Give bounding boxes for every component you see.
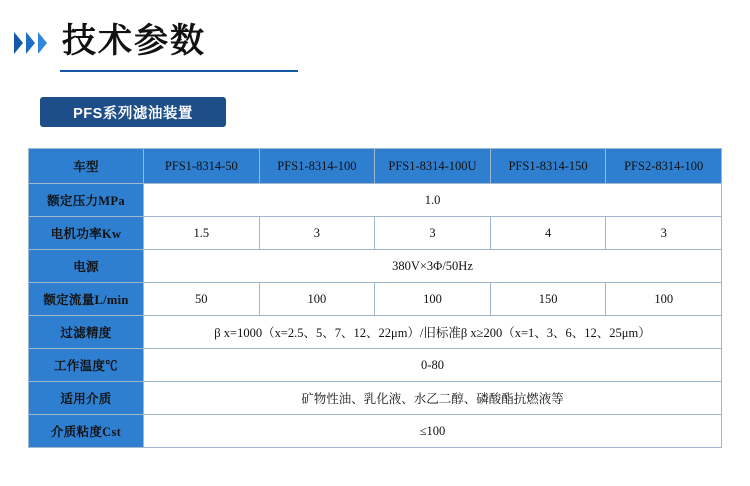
title-underline (60, 70, 298, 72)
row-header-media-viscosity: 介质粘度Cst (29, 415, 144, 448)
cell-motor-power-2: 3 (259, 217, 375, 250)
chevron-right-icon (14, 32, 23, 54)
section-subtitle-badge: PFS系列滤油装置 (40, 97, 226, 127)
spec-table-wrapper (28, 148, 722, 448)
chevron-decoration (14, 32, 47, 54)
table-corner-header: 车型 (29, 149, 144, 184)
table-row (29, 316, 722, 349)
spec-table (28, 148, 722, 448)
row-header-working-temperature: 工作温度℃ (29, 349, 144, 382)
table-row (29, 250, 722, 283)
table-row (29, 217, 722, 250)
row-header-applicable-media: 适用介质 (29, 382, 144, 415)
cell-media-viscosity-value: ≤100 (144, 415, 722, 448)
table-column-header: PFS1-8314-50 (144, 149, 260, 184)
row-header-rated-flow: 额定流量L/min (29, 283, 144, 316)
row-header-filtration-rating: 过滤精度 (29, 316, 144, 349)
cell-filtration-rating-value: β x=1000（x=2.5、5、7、12、22μm）/旧标准β x≥200（x=1、3、6、12、25μm） (144, 316, 722, 349)
cell-working-temperature-value: 0-80 (144, 349, 722, 382)
table-row (29, 382, 722, 415)
table-row (29, 283, 722, 316)
chevron-right-icon (38, 32, 47, 54)
cell-rated-flow-4: 150 (490, 283, 606, 316)
cell-motor-power-3: 3 (375, 217, 491, 250)
cell-rated-flow-3: 100 (375, 283, 491, 316)
cell-power-supply-value: 380V×3Φ/50Hz (144, 250, 722, 283)
cell-rated-flow-5: 100 (606, 283, 722, 316)
page-header (14, 18, 296, 74)
table-row (29, 415, 722, 448)
table-column-header: PFS1-8314-100U (375, 149, 491, 184)
row-header-power-supply: 电源 (29, 250, 144, 283)
row-header-motor-power: 电机功率Kw (29, 217, 144, 250)
row-header-rated-pressure: 额定压力MPa (29, 184, 144, 217)
cell-rated-flow-1: 50 (144, 283, 260, 316)
cell-applicable-media-value: 矿物性油、乳化液、水乙二醇、磷酸酯抗燃液等 (144, 382, 722, 415)
cell-motor-power-1: 1.5 (144, 217, 260, 250)
table-row (29, 149, 722, 184)
table-column-header: PFS1-8314-100 (259, 149, 375, 184)
table-row (29, 349, 722, 382)
page-title: 技术参数 (62, 22, 206, 60)
cell-motor-power-4: 4 (490, 217, 606, 250)
cell-rated-pressure-value: 1.0 (144, 184, 722, 217)
table-column-header: PFS2-8314-100 (606, 149, 722, 184)
table-column-header: PFS1-8314-150 (490, 149, 606, 184)
chevron-right-icon (26, 32, 35, 54)
cell-rated-flow-2: 100 (259, 283, 375, 316)
table-row (29, 184, 722, 217)
cell-motor-power-5: 3 (606, 217, 722, 250)
